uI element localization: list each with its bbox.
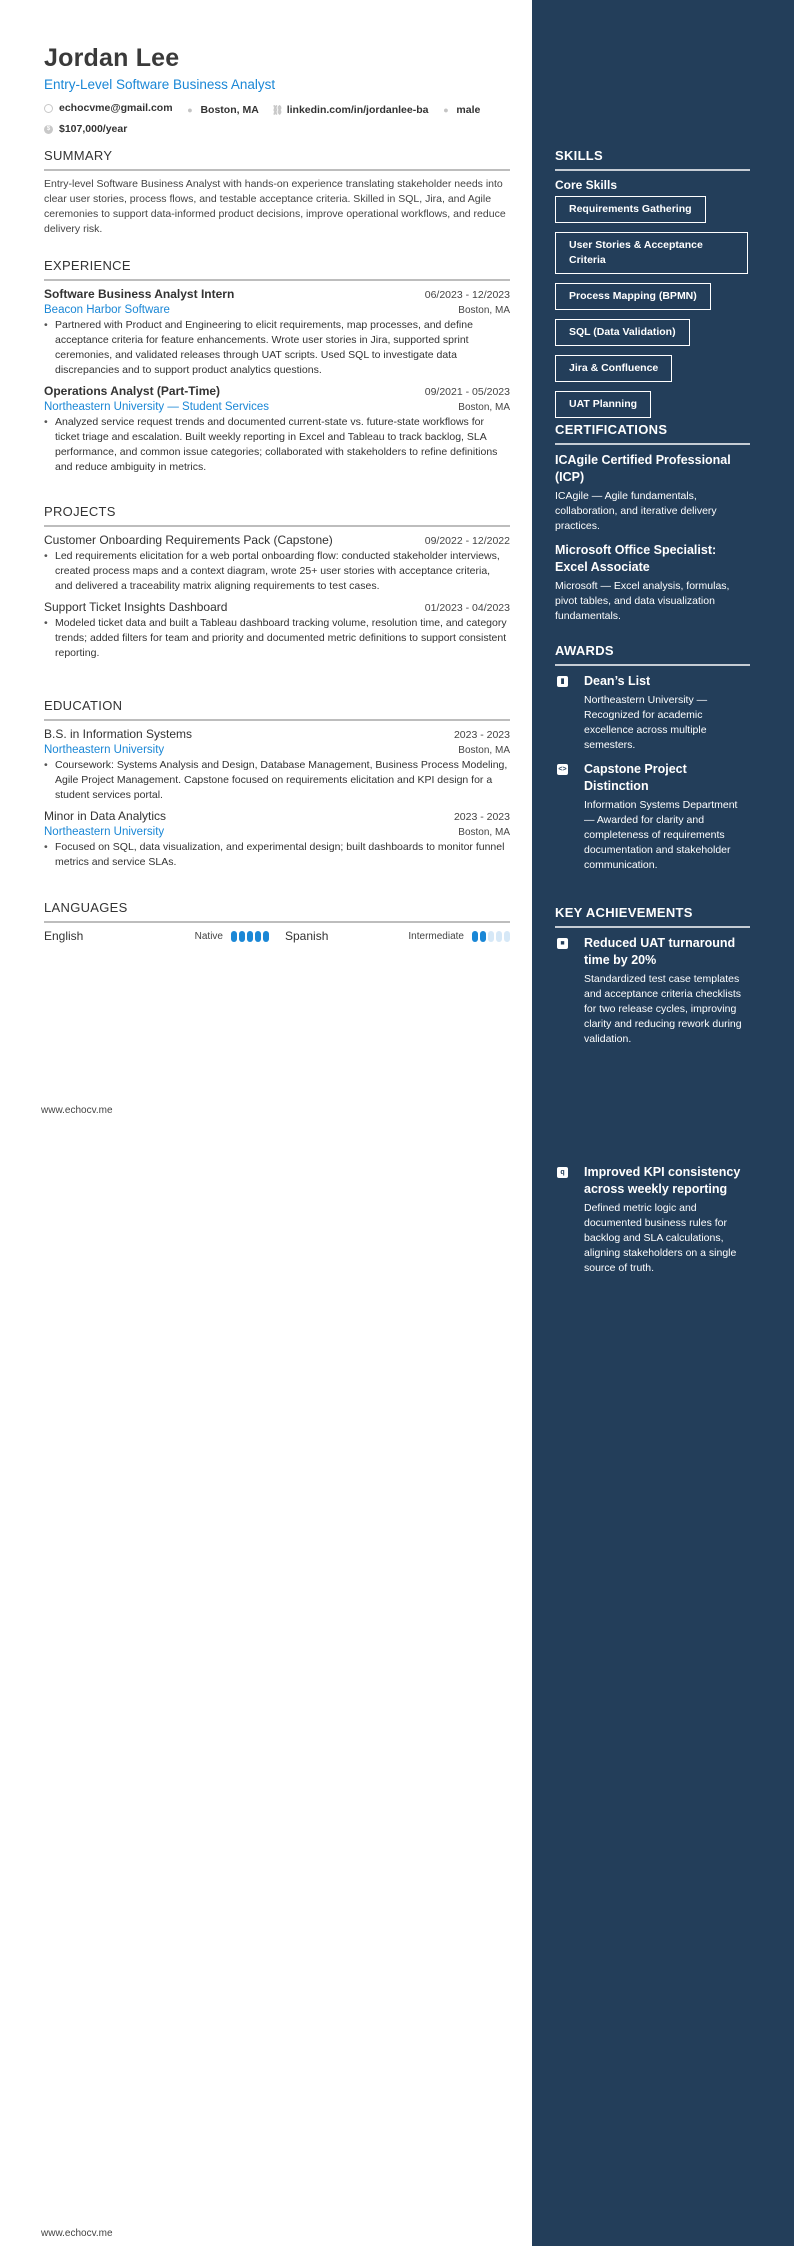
school-name: Northeastern University: [44, 826, 165, 838]
project-dates: 01/2023 - 04/2023: [424, 602, 510, 614]
document-search-icon: q: [557, 1167, 568, 1178]
project-title: Support Ticket Insights Dashboard: [44, 600, 228, 614]
section-heading: KEY ACHIEVEMENTS: [555, 905, 750, 928]
education-dates: 2023 - 2023: [453, 729, 510, 741]
projects-section: [44, 504, 510, 667]
experience-entry: [44, 287, 510, 378]
experience-section: [44, 258, 510, 481]
bar-chart-icon: ▮: [557, 676, 568, 687]
company-name: Northeastern University — Student Services: [44, 401, 269, 413]
achievement-title: Reduced UAT turnaround time by 20%: [584, 936, 736, 967]
job-title: Operations Analyst (Part-Time): [44, 384, 221, 398]
certifications-section: [555, 422, 750, 632]
skill-chip: Requirements Gathering: [555, 196, 706, 223]
language-level: Native: [194, 930, 223, 942]
section-heading: SUMMARY: [44, 148, 510, 171]
degree-title: Minor in Data Analytics: [44, 809, 167, 823]
job-bullet: • Analyzed service request trends and documented current-state vs. future-state workflows for ticket triage and escalation. Built weekly reporting in Excel and Tableau to track backlog, SLA performance, and common issue categories; collaborated with stakeholders to refine definitions and reduce ambiguity in metrics.: [44, 415, 510, 475]
language-item: [285, 929, 510, 943]
contact-list: [44, 100, 524, 138]
skill-chip: UAT Planning: [555, 391, 651, 418]
job-title: Software Business Analyst Intern: [44, 287, 235, 301]
achievement-item: [555, 1164, 750, 1276]
location-pin-icon: ●: [187, 105, 193, 115]
education-entry: [44, 809, 510, 870]
company-name: Beacon Harbor Software: [44, 304, 170, 316]
project-dates: 09/2022 - 12/2022: [424, 535, 510, 547]
school-location: Boston, MA: [458, 827, 510, 838]
cert-title: ICAgile Certified Professional (ICP): [555, 453, 731, 484]
awards-section: [555, 643, 750, 881]
job-location: Boston, MA: [458, 305, 510, 316]
skill-chip: Jira & Confluence: [555, 355, 672, 382]
achievements-section: [555, 905, 750, 1055]
award-desc: Northeastern University — Recognized for academic excellence across multiple semesters.: [584, 694, 708, 751]
achievement-desc: Standardized test case templates and acceptance criteria checklists for two release cycles, improving clarity and reducing rework during validation.: [584, 973, 742, 1045]
contact-salary: $ $107,000/year: [44, 121, 127, 138]
language-item: [44, 929, 269, 943]
candidate-name: Jordan Lee: [44, 44, 180, 72]
job-dates: 09/2021 - 05/2023: [424, 386, 510, 398]
section-heading: EXPERIENCE: [44, 258, 510, 281]
summary-text: Entry-level Software Business Analyst with hands-on experience translating stakeholder needs into clear user stories, process flows, and testable acceptance criteria. Skilled in SQL, Jira, and Agile ceremonies to support data-informed product decisions, improve operational workflows, and reduce delivery risk.: [44, 178, 506, 235]
achievement-item: [555, 935, 750, 1047]
degree-title: B.S. in Information Systems: [44, 727, 193, 741]
contact-location: ● Boston, MA: [187, 104, 259, 116]
award-item: [555, 673, 750, 753]
award-title: Capstone Project Distinction: [584, 762, 687, 793]
section-heading: LANGUAGES: [44, 900, 510, 923]
achievements-continued: [555, 1164, 750, 1284]
school-location: Boston, MA: [458, 745, 510, 756]
skill-chip: Process Mapping (BPMN): [555, 283, 711, 310]
achievement-title: Improved KPI consistency across weekly reporting: [584, 1165, 741, 1196]
section-heading: SKILLS: [555, 148, 750, 171]
proficiency-dots: [470, 931, 510, 942]
language-name: Spanish: [285, 929, 329, 943]
skills-section: [555, 148, 750, 427]
award-desc: Information Systems Department — Awarded for clarity and completeness of requirements documentation and stakeholder communication.: [584, 799, 738, 871]
project-bullet: • Led requirements elicitation for a web portal onboarding flow: conducted stakeholder interviews, created process maps and a context diagram, wrote 25+ user stories with acceptance criteria, and delivered a traceability matrix aligning requirements to test cases.: [44, 549, 510, 594]
cert-desc: Microsoft — Excel analysis, formulas, pivot tables, and data visualization fundamentals.: [555, 580, 730, 622]
education-bullet: • Coursework: Systems Analysis and Design, Database Management, Business Process Modeling, Agile Project Management. Capstone focused on requirements elicitation and KPI design for a student services portal.: [44, 758, 510, 803]
section-heading: AWARDS: [555, 643, 750, 666]
award-item: [555, 761, 750, 873]
person-icon: ●: [443, 105, 449, 115]
language-level: Intermediate: [408, 930, 464, 942]
sidebar: [532, 0, 794, 2246]
education-section: [44, 698, 510, 876]
cert-desc: ICAgile — Agile fundamentals, collaboration, and iterative delivery practices.: [555, 490, 717, 532]
at-icon: [44, 104, 53, 113]
experience-entry: [44, 384, 510, 475]
achievement-desc: Defined metric logic and documented business rules for backlog and SLA calculations, aligning stakeholders on a single source of truth.: [584, 1202, 737, 1274]
skills-subheading: Core Skills: [555, 178, 618, 192]
project-bullet: • Modeled ticket data and built a Tableau dashboard tracking volume, resolution time, and category trends; added filters for team and priority and documented metric definitions to support consistent reporting.: [44, 616, 510, 661]
job-bullet: • Partnered with Product and Engineering to elicit requirements, map processes, and define acceptance criteria for feature enhancements. Wrote user stories in Jira, supported sprint ceremonies, and validated releases through UAT scripts. Used SQL to investigate data discrepancies and to support product analytics questions.: [44, 318, 510, 378]
project-entry: [44, 533, 510, 594]
contact-email[interactable]: echocvme@gmail.com: [44, 100, 173, 117]
skill-chip: User Stories & Acceptance Criteria: [555, 232, 748, 274]
proficiency-dots: [229, 931, 269, 942]
dollar-icon: $: [44, 125, 53, 134]
job-location: Boston, MA: [458, 402, 510, 413]
languages-section: [44, 900, 510, 943]
language-name: English: [44, 929, 84, 943]
summary-section: [44, 148, 510, 237]
footer-link[interactable]: www.echocv.me: [41, 2228, 113, 2239]
bookmark-icon: ■: [557, 938, 568, 949]
education-dates: 2023 - 2023: [453, 811, 510, 823]
section-heading: CERTIFICATIONS: [555, 422, 750, 445]
education-entry: [44, 727, 510, 803]
footer-link[interactable]: www.echocv.me: [41, 1105, 113, 1116]
job-dates: 06/2023 - 12/2023: [424, 289, 510, 301]
contact-linkedin[interactable]: ⛓ linkedin.com/in/jordanlee-ba: [271, 104, 429, 116]
education-bullet: • Focused on SQL, data visualization, and experimental design; built dashboards to monitor funnel metrics and service SLAs.: [44, 840, 510, 870]
project-entry: [44, 600, 510, 661]
school-name: Northeastern University: [44, 744, 165, 756]
contact-gender: ● male: [443, 104, 481, 116]
cert-title: Microsoft Office Specialist: Excel Associate: [555, 543, 717, 574]
candidate-title: Entry-Level Software Business Analyst: [44, 77, 276, 92]
link-icon: ⛓: [271, 105, 284, 115]
project-title: Customer Onboarding Requirements Pack (Capstone): [44, 533, 333, 547]
skill-chip: SQL (Data Validation): [555, 319, 690, 346]
award-title: Dean’s List: [584, 674, 651, 688]
section-heading: EDUCATION: [44, 698, 510, 721]
code-icon: <>: [558, 766, 567, 773]
section-heading: PROJECTS: [44, 504, 510, 527]
